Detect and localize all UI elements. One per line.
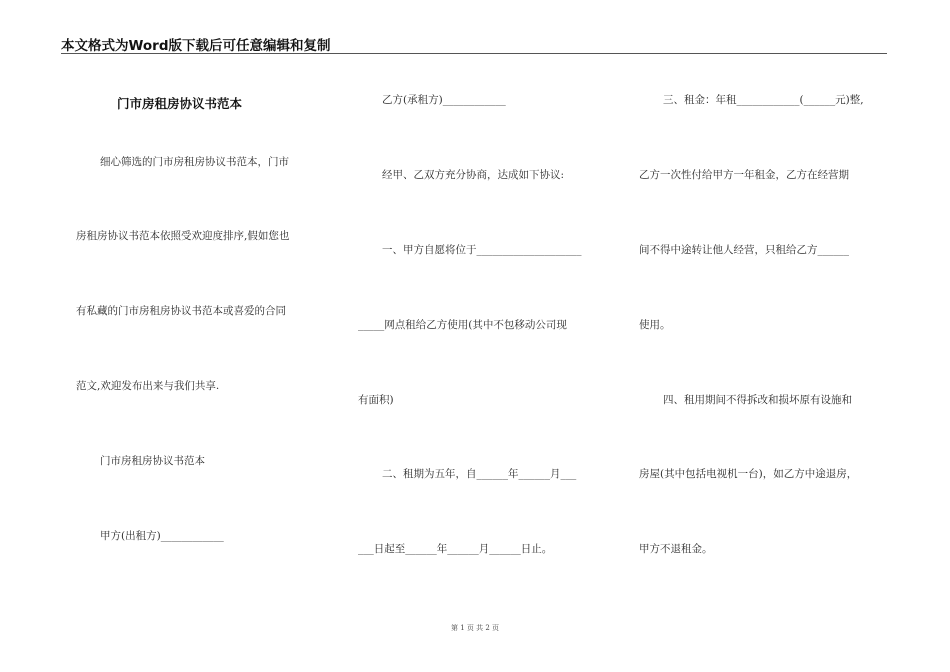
col1-line-3: 有私藏的门市房租房协议书范本或喜爱的合同 (76, 305, 286, 317)
col3-line-6: 房屋(其中包括电视机一台)，如乙方中途退房， (639, 468, 858, 480)
col1-line-6: 甲方(出租方)____________ (100, 530, 224, 542)
col3-line-4: 使用。 (639, 319, 671, 331)
col2-line-6: 二、租期为五年，自______年______月___ (382, 468, 577, 480)
col3-line-2: 乙方一次性付给甲方一年租金，乙方在经营期 (639, 169, 849, 181)
col2-line-4: _____网点租给乙方使用(其中不包移动公司现 (358, 319, 567, 331)
col3-line-3: 间不得中途转让他人经营，只租给乙方______ (639, 244, 849, 256)
header-text: 本文格式为Word版下载后可任意编辑和复制 (61, 38, 331, 54)
document-title: 门市房租房协议书范本 (117, 96, 243, 111)
col2-line-5: 有面积) (358, 394, 394, 406)
col1-line-4: 范文,欢迎发布出来与我们共享. (76, 380, 220, 392)
col2-line-3: 一、甲方自愿将位于____________________ (382, 244, 582, 256)
page-footer: 第 1 页 共 2 页 (450, 624, 500, 632)
col1-line-1: 细心筛选的门市房租房协议书范本，门市 (100, 156, 289, 168)
col2-line-2: 经甲、乙双方充分协商，达成如下协议: (382, 169, 565, 181)
col2-line-7: ___日起至______年______月______日止。 (358, 543, 553, 555)
col3-line-7: 甲方不退租金。 (639, 543, 713, 555)
col1-line-2: 房租房协议书范本依照受欢迎度排序,假如您也 (76, 230, 290, 242)
col3-line-1: 三、租金：年租____________(______元)整, (663, 94, 864, 106)
col3-line-5: 四、租用期间不得拆改和损坏原有设施和 (663, 394, 852, 406)
page-header (61, 33, 887, 54)
col2-line-1: 乙方(承租方)____________ (382, 94, 506, 106)
col1-line-5: 门市房租房协议书范本 (100, 455, 205, 467)
